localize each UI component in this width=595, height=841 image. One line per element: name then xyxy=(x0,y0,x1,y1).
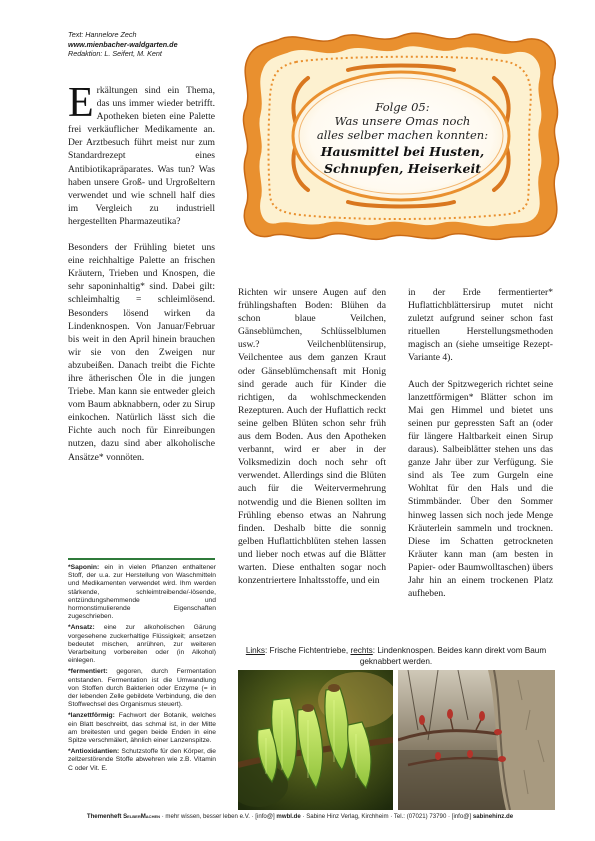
footer-prefix: Themenheft xyxy=(86,813,124,820)
glossary-entry xyxy=(68,564,216,621)
glossary-term: *lanzettförmig: xyxy=(68,712,115,720)
intro-text: rkältungen sind ein Thema, das uns immer wieder betrifft. Apotheken bieten eine Palette frei verkäuflicher Medikamente an. Der Arztbesuch führt meist nur zum Standardrezept eines Antibiotikapräparates. Was tun? Was haben unsere Groß- und Urgroßeltern verwendet und wie schnell half dies im Vergleich zu industriell hergestellten Pharmazeutika? xyxy=(68,85,215,227)
article-column-2 xyxy=(238,286,386,600)
series-subtitle-line2: alles selber machen konnten: xyxy=(316,128,489,142)
footer-website-2[interactable]: sabinehinz.de xyxy=(472,813,514,820)
footer-magazine-name: SelberMachen xyxy=(123,813,161,820)
intro-paragraph xyxy=(68,80,215,228)
photo-spruce-shoots xyxy=(238,670,393,810)
caption-left-label: Links xyxy=(245,646,265,655)
series-subtitle-line1: Was unsere Omas noch xyxy=(334,114,471,128)
glossary-divider xyxy=(68,558,215,560)
caption-right-text: : Lindenknospen. Beides kann direkt vom Baum geknabbert werden. xyxy=(359,646,547,666)
spring-paragraph: Besonders der Frühling bietet uns eine reichhaltige Palette an frischen Kräutern, Trieben und Knospen, die sehr saponinhaltig* sind. Dabei gilt: schleimhaltig = schleimlösend. Besonders lösend wirken da Lindenknospen. Von Januar/Februar bis weit in den April hinein brauchen wir sie von den Zweigen nur abzubeißen. Danach treibt die Fichte ihre ätherischen Öle in die jungen Triebe. Man kann sie entweder gleich vom Baum abknabbern, oder zu Sirup einkochen. Natürlich lässt sich die Fichte auch noch für Einreibungen nutzen, dazu sind aber alkoholische Ansätze* vonnöten. xyxy=(68,242,215,463)
glossary-definition: Schutzstoffe für den Körper, die zellzerstörende Stoffe abwehren wie z.B. Vitamin C oder Vit. E. xyxy=(68,748,216,772)
glossary xyxy=(68,564,216,776)
credits xyxy=(68,30,178,59)
photo-linden-buds xyxy=(398,670,555,810)
photo-caption xyxy=(237,646,555,667)
glossary-definition: ein in vielen Pflanzen enthaltener Stoff, der u.a. zur Herstellung von Waschmitteln und Medikamenten verwendet wird. Ihm werden stärkende, schleimtreibende/-lösende, entzündungshemmende und hormonstimulierende Eigenschaften zugeschrieben. xyxy=(68,564,216,621)
glossary-entry xyxy=(68,668,216,709)
article-headline-line2: Schnupfen, Heiserkeit xyxy=(324,161,481,176)
author-credit: Text: Hannelore Zech xyxy=(68,30,137,39)
glossary-term: *Antioxidantien: xyxy=(68,748,120,756)
website-credit: www.mienbacher-waldgarten.de xyxy=(68,39,178,49)
glossary-entry xyxy=(68,712,216,745)
article-column-3 xyxy=(408,286,553,613)
glossary-term: *Saponin: xyxy=(68,564,100,571)
footer xyxy=(30,813,570,821)
glossary-entry xyxy=(68,624,216,665)
caption-right-label: rechts xyxy=(350,646,373,655)
article-column-1 xyxy=(68,80,215,477)
plantain-paragraph: Auch der Spitzwegerich richtet seine lanzettförmigen* Blätter schon im Mai gen Himmel und bietet uns seinen pur gepressten Saft an (oder für längere Haltbarkeit einen Sirup daraus). Salbeiblätter stehen uns das ganze Jahr über zur Verfügung. Sie sind als Tee zum Gurgeln eine Wohltat für den Hals und die Stimmbänder. Über den Sommer hinweg lassen sich noch jede Menge Kräuterlein sammeln und trocknen. Diese im Schatten getrockneten Kräuter kann man (am besten in Papier- oder Baumwolltaschen) übers Jahr hin an einem trockenen Platz aufheben. xyxy=(408,378,553,600)
glossary-definition: gegoren, durch Fermentation entstanden. Fermentation ist die Umwandlung von Stoffen durch Bakterien oder Enzyme (= in der lebenden Zelle gebildete Verbindung, die den Stoffwechsel des Organismus steuert). xyxy=(68,668,216,709)
caption-left-text: : Frische Fichtentriebe, xyxy=(264,646,351,655)
editors-credit: Redaktion: L. Seifert, M. Kent xyxy=(68,49,162,59)
ground-paragraph: Richten wir unsere Augen auf den frühlingshaften Boden: Blühen da schon blaue Veilchen, Gänseblümchen, Schlüsselblumen usw.? Veilchenblütensirup, Veilchentee aus dem ganzen Kraut oder Gänseblümchensaft mit Honig sind gerade auch für Kinder die richtigen, da wohlschmeckenden Rezepturen. Auch der Huflattich reckt seine gelben Blüten schon sehr früh aus dem Boden. Aus den Apotheken verbannt, wird er aber in der Volksmedizin doch noch sehr oft verwendet. Allerdings sind die Blüten auch für die Weitervermehrung notwendig und die Bienen sollten im Frühling ebenso etwas an Nahrung finden. Deshalb bitte die sonnig gelben Huflattichblüten stehen lassen und lieber noch etwas auf die Blätter warten. Diese enthalten sogar noch konzentriertere Inhaltsstoffe, und ein xyxy=(238,287,386,587)
drop-cap: E xyxy=(68,80,94,126)
fermentation-paragraph: in der Erde fermentierter* Huflattichblättersirup mutet nicht zuletzt aufgrund seiner schon fast rituellen Herstellungsmethoden magisch an (siehe umseitige Rezept-Variante 4). xyxy=(408,287,553,364)
footer-publisher: · Sabine Hinz Verlag, Kirchheim · Tel.: (07021) 73790 · [info@] xyxy=(300,813,473,820)
series-title xyxy=(300,100,505,176)
series-episode: Folge 05: xyxy=(375,100,430,114)
glossary-definition: Fachwort der Botanik, welches ein Blatt beschreibt, das schmal ist, in der Mitte am breitesten und gegen beide Enden in eine Spitze verschmälert, ähnlich einer Lanzenspitze. xyxy=(68,712,216,745)
glossary-definition: eine zur alkoholischen Gärung vorgesehene zuckerhaltige Flüssigkeit; ansetzen bedeutet mischen, anrühren, zur weiteren Verarbeitung vorbereiten oder (in Alkohol) einlegen. xyxy=(68,624,216,665)
footer-association: · mehr wissen, besser leben e.V. · [info@] xyxy=(160,813,277,820)
footer-website-1[interactable]: mwbl.de xyxy=(276,813,301,820)
glossary-entry xyxy=(68,748,216,773)
glossary-term: *fermentiert: xyxy=(68,668,108,676)
glossary-term: *Ansatz: xyxy=(68,624,95,632)
article-headline-line1: Hausmittel bei Husten, xyxy=(320,144,485,159)
